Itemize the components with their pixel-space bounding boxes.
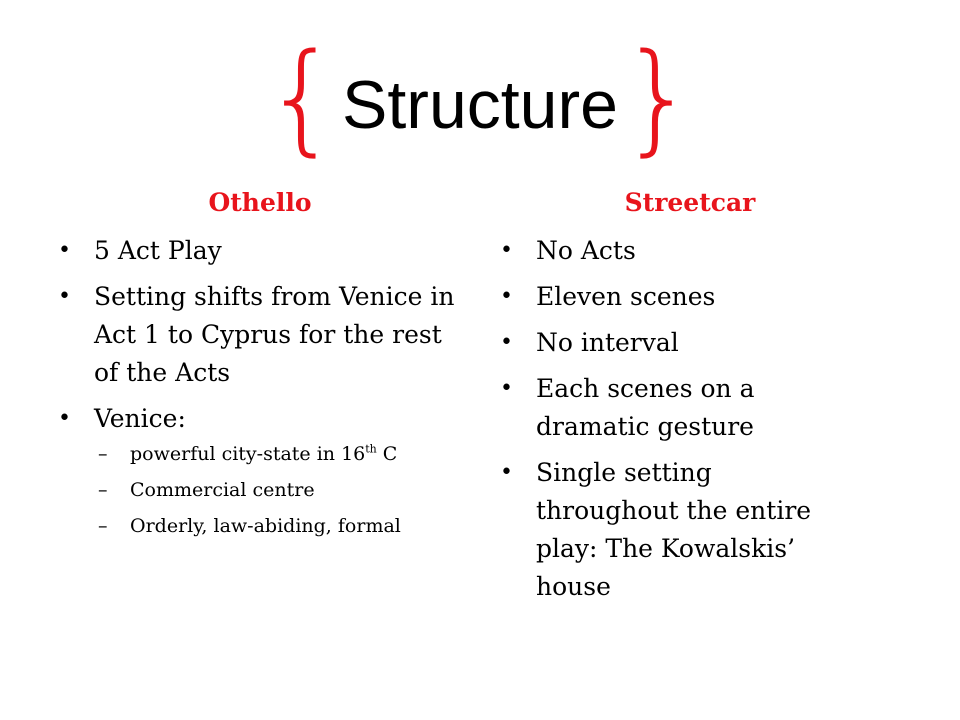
bullet-icon: • bbox=[500, 460, 513, 485]
othello-list bbox=[58, 232, 468, 548]
bullet-text: Setting shifts from Venice in Act 1 to Cyprus for the rest of the Acts bbox=[94, 282, 455, 387]
dash-icon: – bbox=[98, 515, 108, 537]
list-item bbox=[500, 454, 860, 606]
sub-item-text-after: C bbox=[376, 443, 398, 465]
bullet-text: Venice: bbox=[94, 404, 186, 433]
streetcar-header: Streetcar bbox=[624, 188, 756, 217]
sub-list-item bbox=[94, 440, 468, 468]
othello-header: Othello bbox=[208, 188, 312, 217]
sub-item-text: Orderly, law-abiding, formal bbox=[130, 515, 401, 537]
bullet-text: Single setting throughout the entire play: The Kowalskis’ house bbox=[536, 458, 812, 601]
bullet-text: No Acts bbox=[536, 236, 636, 265]
bullet-icon: • bbox=[500, 284, 513, 309]
bullet-icon: • bbox=[58, 284, 71, 309]
list-item bbox=[500, 232, 860, 270]
bullet-icon: • bbox=[500, 238, 513, 263]
close-brace: } bbox=[619, 29, 697, 168]
bullet-icon: • bbox=[500, 376, 513, 401]
list-item bbox=[58, 232, 468, 270]
dash-icon: – bbox=[98, 443, 108, 465]
dash-icon: – bbox=[98, 479, 108, 501]
streetcar-list bbox=[500, 232, 860, 614]
title-text: Structure bbox=[342, 67, 618, 143]
bullet-text: Each scenes on a dramatic gesture bbox=[536, 374, 755, 441]
list-item bbox=[500, 370, 860, 446]
sub-item-text: powerful city-state in 16 bbox=[130, 443, 366, 465]
bullet-icon: • bbox=[500, 330, 513, 355]
superscript: th bbox=[365, 442, 377, 456]
list-item bbox=[58, 278, 468, 392]
list-item bbox=[500, 324, 860, 362]
sub-list-item bbox=[94, 476, 468, 504]
sub-list-item bbox=[94, 512, 468, 540]
bullet-icon: • bbox=[58, 238, 71, 263]
list-item bbox=[500, 278, 860, 316]
slide-title bbox=[0, 29, 960, 170]
bullet-text: No interval bbox=[536, 328, 679, 357]
sub-item-text: Commercial centre bbox=[130, 479, 315, 501]
bullet-text: 5 Act Play bbox=[94, 236, 222, 265]
open-brace: { bbox=[263, 29, 341, 168]
list-item bbox=[58, 400, 468, 540]
bullet-text: Eleven scenes bbox=[536, 282, 716, 311]
venice-sublist bbox=[94, 440, 468, 540]
bullet-icon: • bbox=[58, 406, 71, 431]
